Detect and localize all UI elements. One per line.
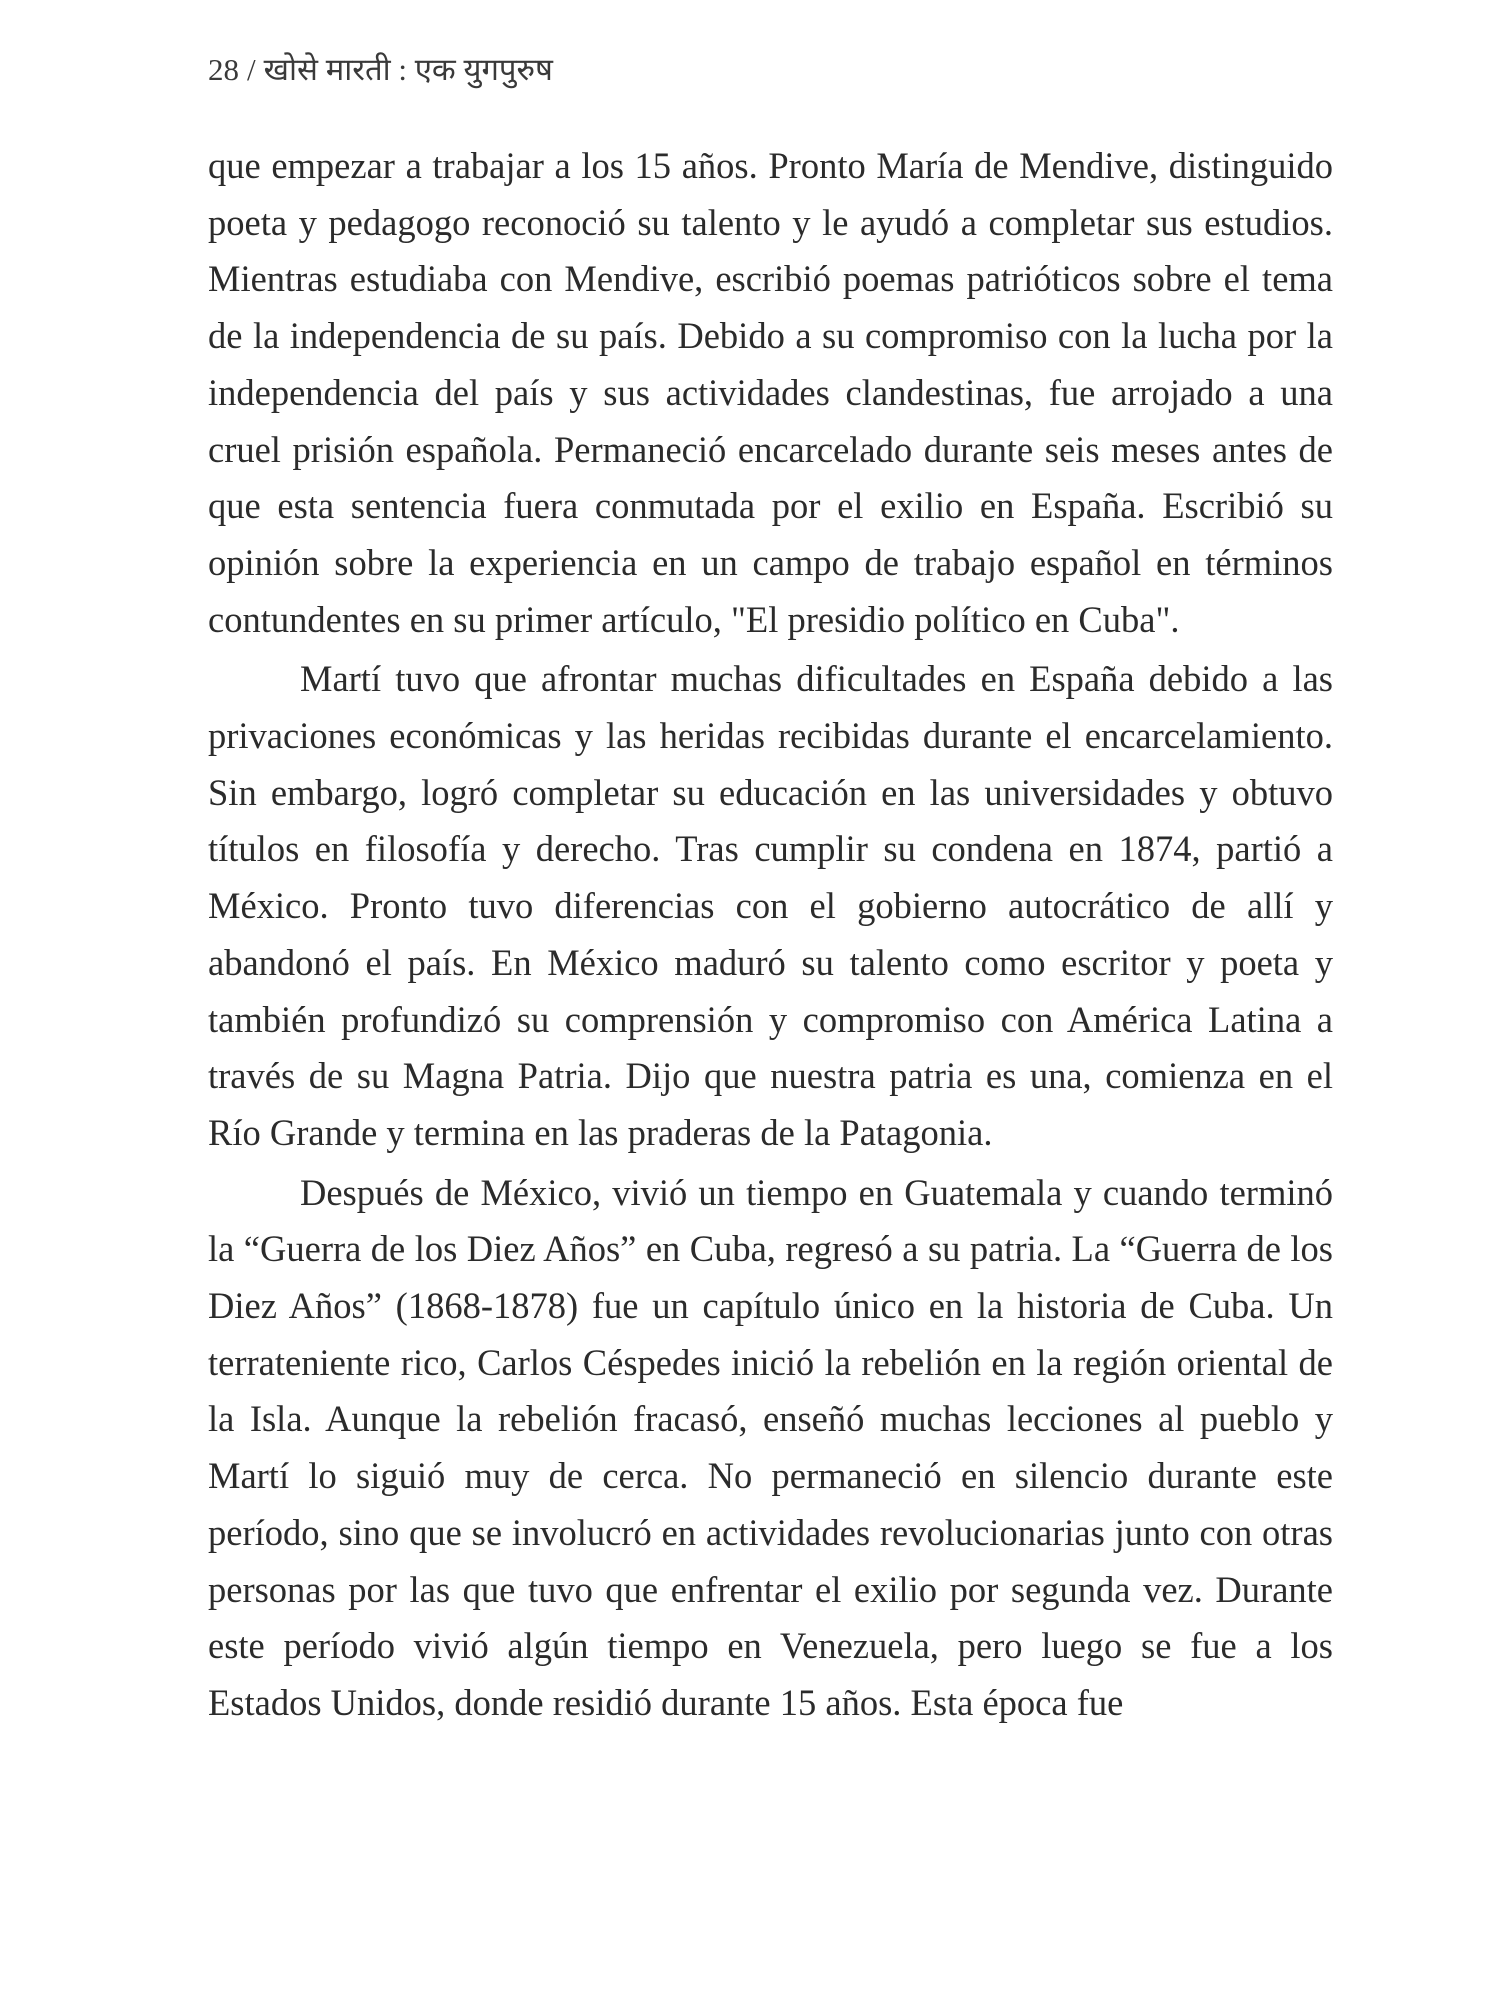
paragraph: Martí tuvo que afrontar muchas dificultades en España debido a las privaciones económicas y las heridas recibidas durante el encarcelamiento. Sin embargo, logró completar su educación en las universidades y obtuvo títulos en filosofía y derecho. Tras cumplir su condena en 1874, partió a México. Pronto tuvo diferencias con el gobierno autocrático de allí y abandonó el país. En México maduró su talento como escritor y poeta y también profundizó su comprensión y compromiso con América Latina a través de su Magna Patria. Dijo que nuestra patria es una, comienza en el Río Grande y termina en las praderas de la Patagonia. xyxy=(208,658,1333,1153)
running-head xyxy=(208,54,553,85)
page-number: 28 xyxy=(208,52,239,87)
header-separator: / xyxy=(247,52,256,87)
body-text xyxy=(208,138,1333,1732)
paragraph: Después de México, vivió un tiempo en Guatemala y cuando terminó la “Guerra de los Diez Años” en Cuba, regresó a su patria. La “Guerra de los Diez Años” (1868-1878) fue un capítulo único en la historia de Cuba. Un terrateniente rico, Carlos Céspedes inició la rebelión en la región oriental de la Isla. Aunque la rebelión fracasó, enseñó muchas lecciones al pueblo y Martí lo siguió muy de cerca. No permaneció en silencio durante este período, sino que se involucró en actividades revolucionarias junto con otras personas por las que tuvo que enfrentar el exilio por segunda vez. Durante este período vivió algún tiempo en Venezuela, pero luego se fue a los Estados Unidos, donde residió durante 15 años. Esta época fue xyxy=(208,1171,1333,1723)
book-title: खोसे मारती : एक युगपुरुष xyxy=(263,52,553,87)
paragraph: que empezar a trabajar a los 15 años. Pronto María de Mendive, distinguido poeta y pedagogo reconoció su talento y le ayudó a completar sus estudios. Mientras estudiaba con Mendive, escribió poemas patrióticos sobre el tema de la independencia de su país. Debido a su compromiso con la lucha por la independencia del país y sus actividades clandestinas, fue arrojado a una cruel prisión española. Permaneció encarcelado durante seis meses antes de que esta sentencia fuera conmutada por el exilio en España. Escribió su opinión sobre la experiencia en un campo de trabajo español en términos contundentes en su primer artículo, "El presidio político en Cuba". xyxy=(208,145,1333,640)
